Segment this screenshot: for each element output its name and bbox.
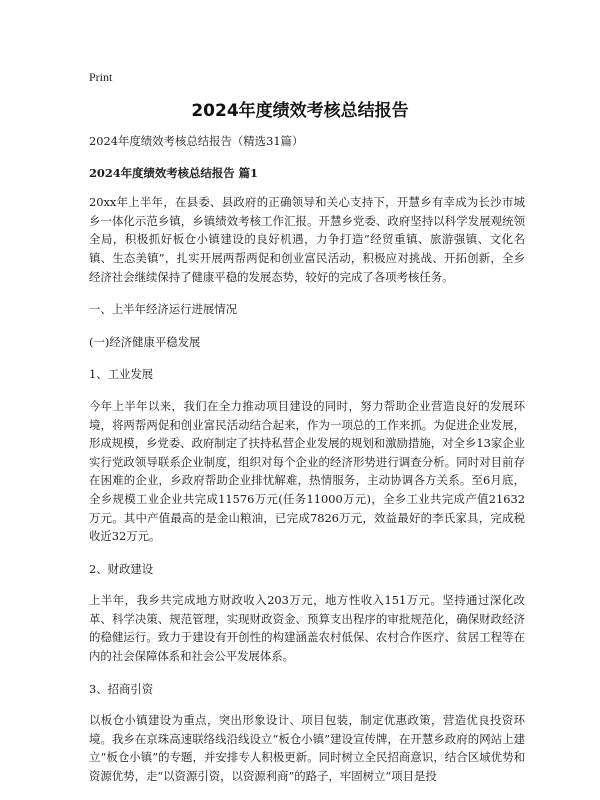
investment-paragraph: 以板仓小镇建设为重点，突出形象设计、项目包装，制定优惠政策，营造优良投资环境。我乡在京珠高速联络线沿线设立“板仓小镇”建设宣传牌，在开慧乡政府的网站上建立“板仓小镇”的专题，并安排专人积极更新。同时树立全民招商意识，结合区域优势和资源优势，走“以资源引资，以资源利商”的路子，牢固树立“项目是投 <box>89 713 525 784</box>
intro-paragraph: 20xx年上半年，在县委、县政府的正确领导和关心支持下，开慧乡有幸成为长沙市城乡一体化示范乡镇，乡镇绩效考核工作汇报。开慧乡党委、政府坚持以科学发展观统领全局，积极抓好板仓小镇建设的良好机遇，力争打造“经贸重镇、旅游强镇、文化名镇、生态美镇”，扎实开展两帮两促和创业富民活动，积极应对挑战、开拓创新，全乡经济社会继续保持了健康平稳的发展态势，较好的完成了各项考核任务。 <box>89 195 525 284</box>
document-subtitle: 2024年度绩效考核总结报告（精选31篇） <box>89 134 304 148</box>
heading-finance: 2、财政建设 <box>89 561 154 576</box>
heading-economic-progress: 一、上半年经济运行进展情况 <box>89 302 238 317</box>
heading-industry: 1、工业发展 <box>89 367 154 382</box>
heading-stable-development: (一)经济健康平稳发展 <box>89 334 201 349</box>
industry-paragraph: 今年上半年以来，我们在全力推动项目建设的同时，努力帮助企业营造良好的发展环境，将两帮两促和创业富民活动结合起来，作为一项总的工作来抓。为促进企业发展，形成规模，乡党委、政府制定了扶持私营企业发展的规划和激励措施，对全乡13家企业实行党政领导联系企业制度，组织对每个企业的经济形势进行调查分析。同时对目前存在困难的企业，乡政府帮助企业排忧解难，热情服务，主动协调各方关系。至6月底，全乡规模工业企业共完成11576万元(任务11000万元)，全乡工业共完成产值21632万元。其中产值最高的是金山粮油，已完成7826万元，效益最好的李氏家具，完成税收近32万元。 <box>89 398 525 544</box>
section-heading: 2024年度绩效考核总结报告 篇1 <box>89 165 258 180</box>
page-title: 2024年度绩效考核总结报告 <box>191 101 409 121</box>
heading-investment: 3、招商引资 <box>89 681 154 696</box>
print-link[interactable]: Print <box>89 70 113 84</box>
document-body <box>89 132 525 800</box>
finance-paragraph: 上半年，我乡共完成地方财政收入203万元，地方性收入151万元。坚持通过深化改革、科学决策、规范管理，实现财政资金、预算支出程序的审批规范化，确保财政经济的稳健运行。致力于建设有开创性的构建涵盖农村低保、农村合作医疗、贫居工程等在内的社会保障体系和社会公平发展体系。 <box>89 593 525 664</box>
